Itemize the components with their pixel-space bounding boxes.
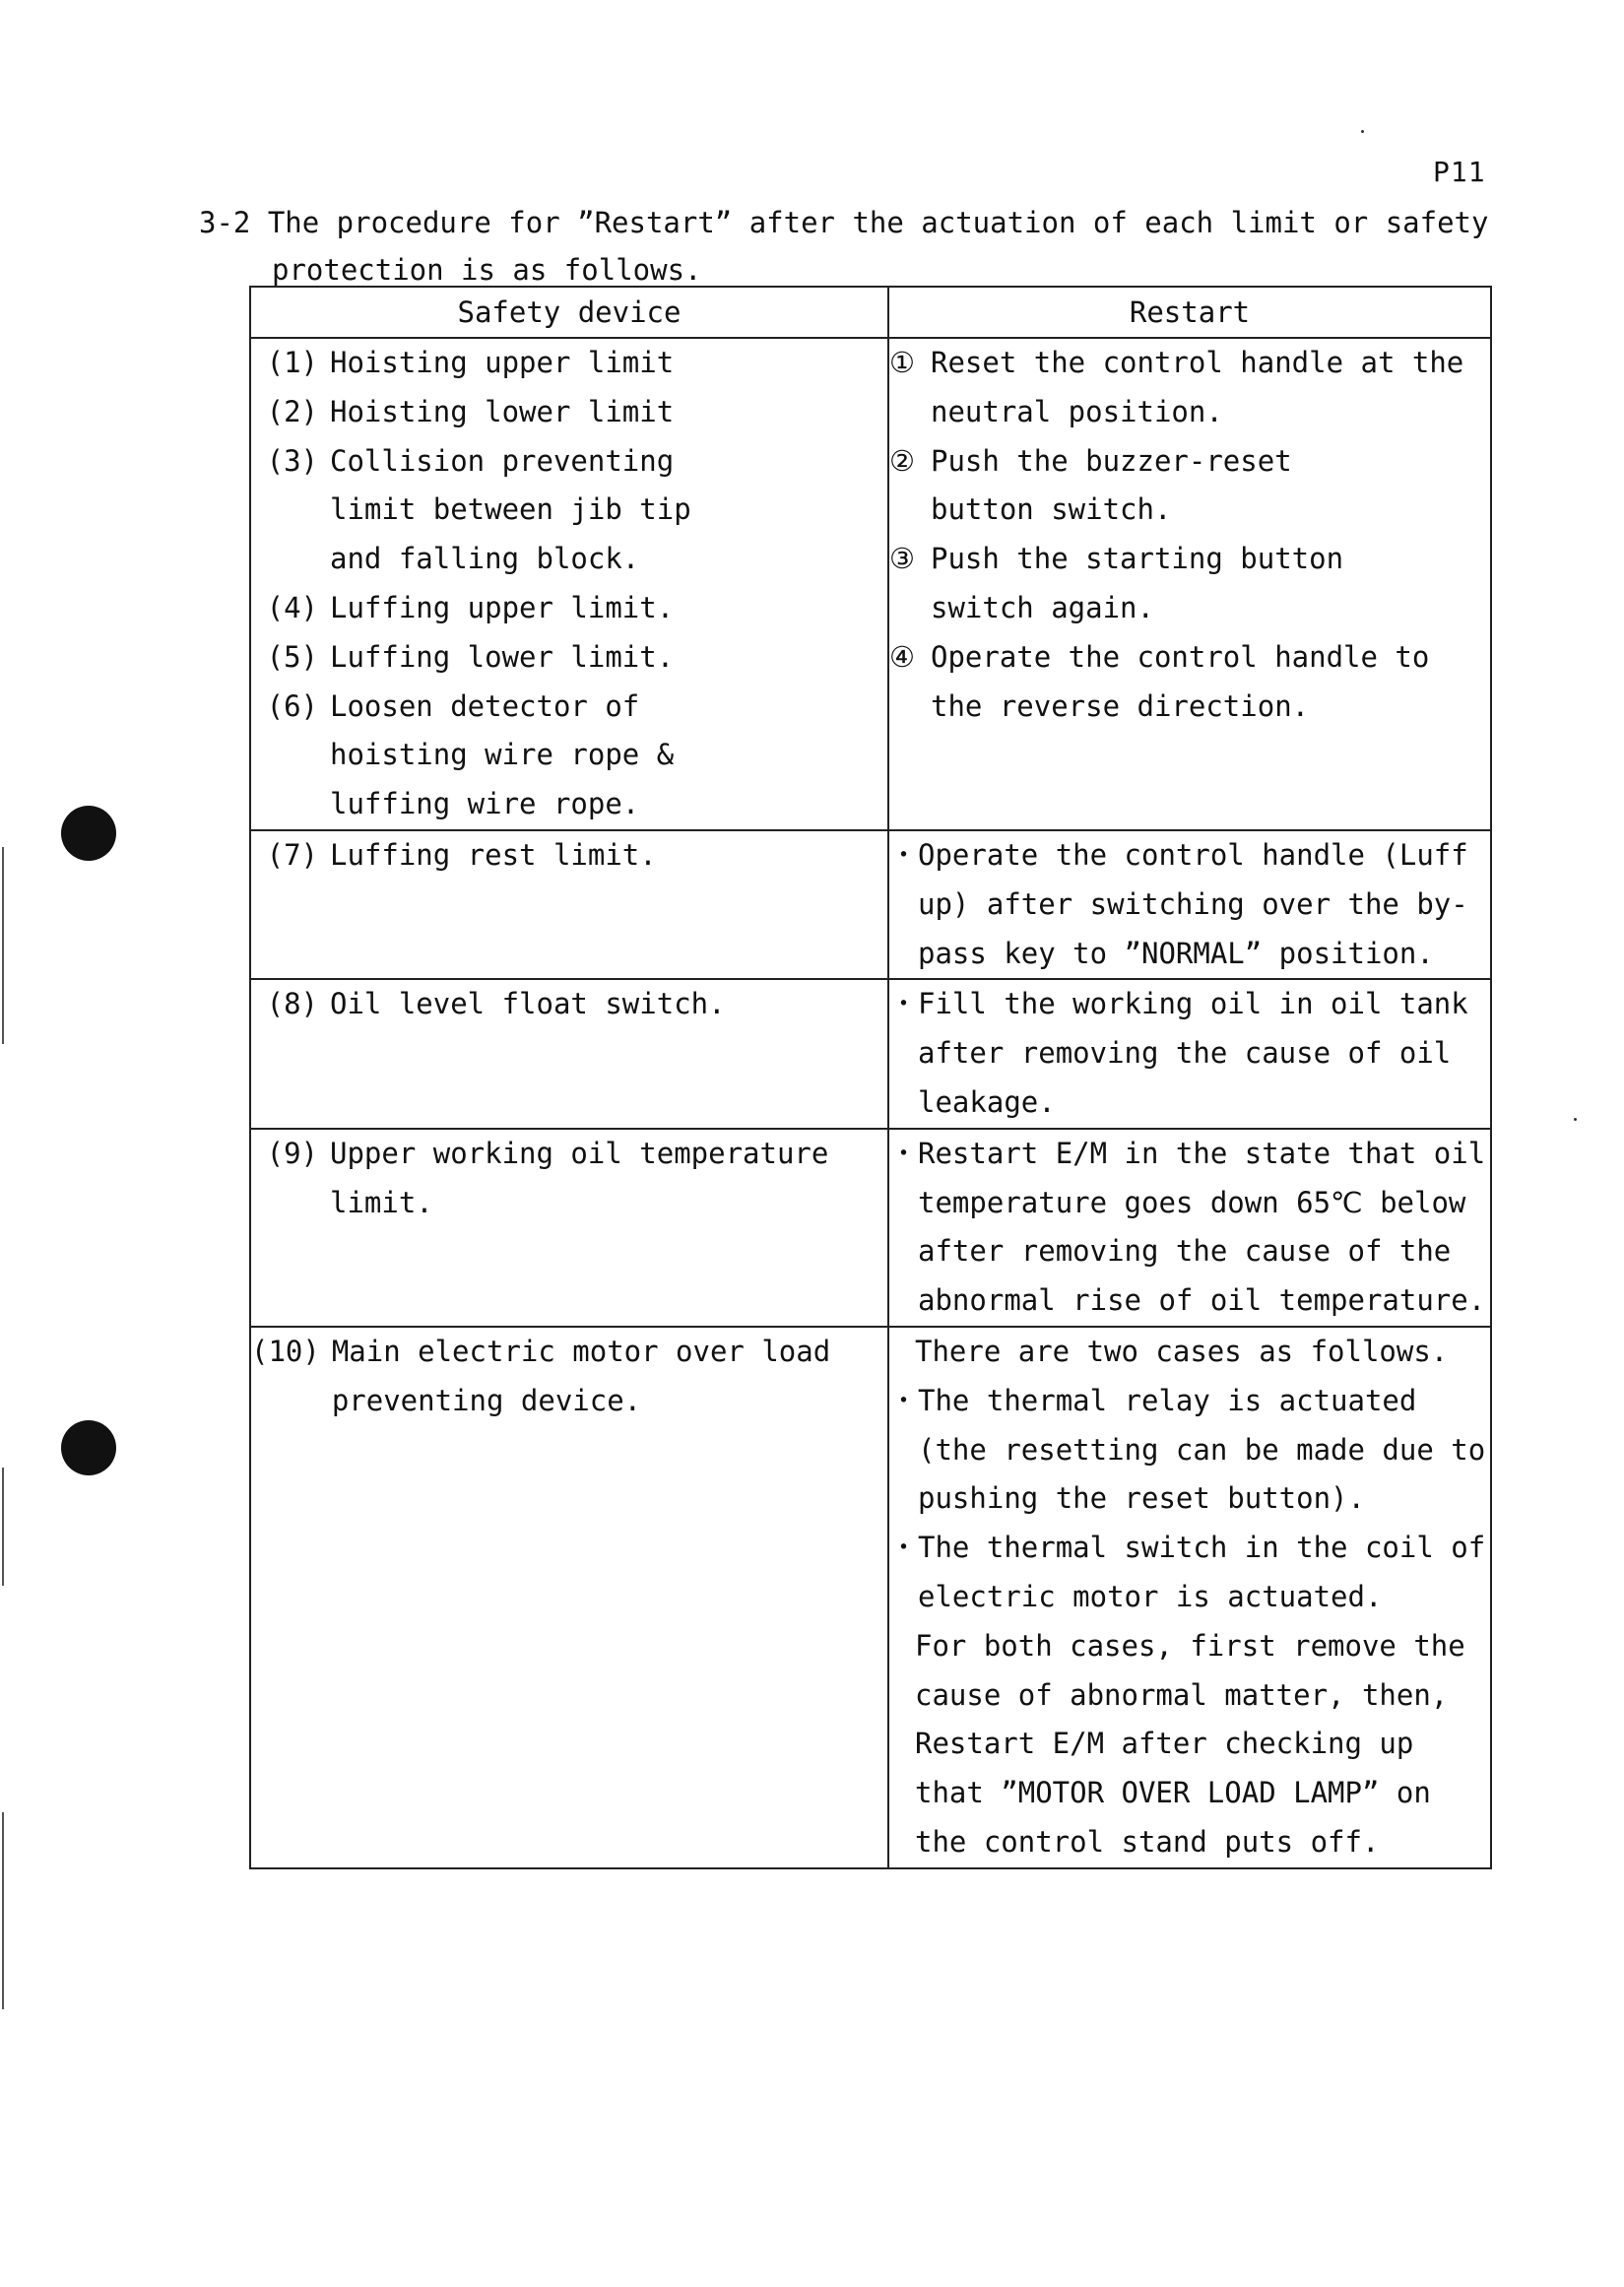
device-number: (6) bbox=[266, 688, 318, 723]
device-number: (4) bbox=[266, 590, 318, 624]
scan-edge-mark bbox=[2, 1812, 4, 2009]
device-text: Oil level float switch. bbox=[330, 987, 726, 1021]
table-row bbox=[250, 1327, 1491, 1868]
punch-hole-top bbox=[61, 806, 116, 861]
device-text: Luffing lower limit. bbox=[330, 639, 675, 674]
restart-step bbox=[889, 633, 1490, 732]
bullet-text: The thermal switch in the coil of electric motor is actuated. bbox=[918, 1531, 1486, 1613]
device-item bbox=[251, 437, 887, 584]
device-item bbox=[251, 388, 887, 437]
restart-cell bbox=[888, 338, 1491, 830]
step-text: Push the starting button switch again. bbox=[931, 542, 1344, 624]
page-number: P11 bbox=[1433, 156, 1486, 188]
column-header-safety-device: Safety device bbox=[250, 287, 888, 338]
bullet-mark: ・ bbox=[889, 837, 919, 872]
restart-intro: There are two cases as follows. bbox=[915, 1334, 1449, 1368]
column-header-restart: Restart bbox=[888, 287, 1491, 338]
device-number: (5) bbox=[266, 639, 318, 674]
device-item bbox=[251, 1328, 887, 1426]
bullet-text: The thermal relay is actuated (the resetting can be made due to pushing the reset button). bbox=[918, 1383, 1486, 1516]
restart-closing: For both cases, first remove the cause of abnormal matter, then, Restart E/M after checking up that ”MOTOR OVER LOAD LAMP” on the control stand puts off. bbox=[915, 1628, 1465, 1859]
table-row bbox=[250, 338, 1491, 830]
table-row bbox=[250, 830, 1491, 979]
scan-speck bbox=[1574, 1118, 1577, 1121]
step-number: ② bbox=[889, 443, 915, 478]
device-item bbox=[251, 1130, 887, 1228]
device-text: Luffing upper limit. bbox=[330, 590, 675, 624]
device-item bbox=[251, 633, 887, 683]
device-text: Luffing rest limit. bbox=[330, 837, 657, 872]
device-number: (7) bbox=[266, 837, 318, 872]
restart-step bbox=[889, 437, 1490, 536]
bullet-mark: ・ bbox=[889, 1383, 919, 1417]
safety-restart-table bbox=[249, 286, 1492, 1869]
restart-bullet bbox=[889, 1524, 1490, 1622]
restart-cell bbox=[888, 830, 1491, 979]
device-item bbox=[251, 980, 887, 1029]
section-heading bbox=[199, 199, 1488, 294]
bullet-mark: ・ bbox=[889, 987, 919, 1021]
restart-bullet bbox=[889, 980, 1490, 1127]
safety-device-cell bbox=[250, 830, 888, 979]
step-number: ③ bbox=[889, 542, 915, 576]
restart-bullet bbox=[889, 1377, 1490, 1524]
device-number: (3) bbox=[266, 443, 318, 478]
restart-bullet bbox=[889, 1130, 1490, 1326]
device-item bbox=[251, 584, 887, 633]
step-number: ① bbox=[889, 346, 915, 379]
table-row bbox=[250, 1129, 1491, 1327]
device-text: Loosen detector of hoisting wire rope & luffing wire rope. bbox=[330, 688, 675, 821]
restart-bullet bbox=[889, 831, 1490, 978]
device-text: Collision preventing limit between jib tip and falling block. bbox=[330, 443, 691, 576]
bullet-mark: ・ bbox=[889, 1136, 919, 1170]
device-number: (10) bbox=[251, 1334, 320, 1368]
safety-device-cell bbox=[250, 1327, 888, 1868]
step-text: Operate the control handle to the reverse direction. bbox=[931, 639, 1430, 723]
section-heading-line-2: protection is as follows. bbox=[272, 253, 702, 287]
device-number: (8) bbox=[266, 987, 318, 1021]
device-item bbox=[251, 339, 887, 388]
bullet-text: Restart E/M in the state that oil temperature goes down 65℃ below after removing the cause of the abnormal rise of oil temperature. bbox=[918, 1136, 1486, 1318]
device-number: (9) bbox=[266, 1136, 318, 1170]
device-item bbox=[251, 683, 887, 829]
restart-cell bbox=[888, 1327, 1491, 1868]
safety-device-cell bbox=[250, 1129, 888, 1327]
device-number: (1) bbox=[266, 346, 318, 379]
step-text: Reset the control handle at the neutral position. bbox=[931, 346, 1464, 428]
device-text: Hoisting lower limit bbox=[330, 394, 675, 428]
restart-cell bbox=[888, 979, 1491, 1128]
device-item bbox=[251, 831, 887, 881]
device-text: Upper working oil temperature limit. bbox=[330, 1136, 829, 1219]
bullet-text: Operate the control handle (Luff up) after switching over the by-pass key to ”NORMAL” position. bbox=[918, 837, 1468, 970]
scan-edge-mark bbox=[2, 1468, 4, 1586]
scan-speck bbox=[1361, 130, 1364, 133]
step-number: ④ bbox=[889, 639, 915, 674]
table-header-row bbox=[250, 287, 1491, 338]
safety-device-cell bbox=[250, 979, 888, 1128]
restart-step bbox=[889, 339, 1490, 437]
punch-hole-bottom bbox=[61, 1420, 116, 1475]
table-row bbox=[250, 979, 1491, 1128]
section-heading-line-1: 3-2 The procedure for ”Restart” after the actuation of each limit or safety bbox=[199, 206, 1489, 239]
device-text: Main electric motor over load preventing device. bbox=[331, 1334, 831, 1417]
safety-device-cell bbox=[250, 338, 888, 830]
restart-step bbox=[889, 535, 1490, 633]
device-number: (2) bbox=[266, 394, 318, 428]
bullet-text: Fill the working oil in oil tank after removing the cause of oil leakage. bbox=[918, 987, 1468, 1119]
scan-edge-mark bbox=[2, 847, 4, 1044]
bullet-mark: ・ bbox=[889, 1531, 919, 1565]
device-text: Hoisting upper limit bbox=[330, 346, 675, 379]
step-text: Push the buzzer-reset button switch. bbox=[931, 443, 1292, 527]
restart-cell bbox=[888, 1129, 1491, 1327]
